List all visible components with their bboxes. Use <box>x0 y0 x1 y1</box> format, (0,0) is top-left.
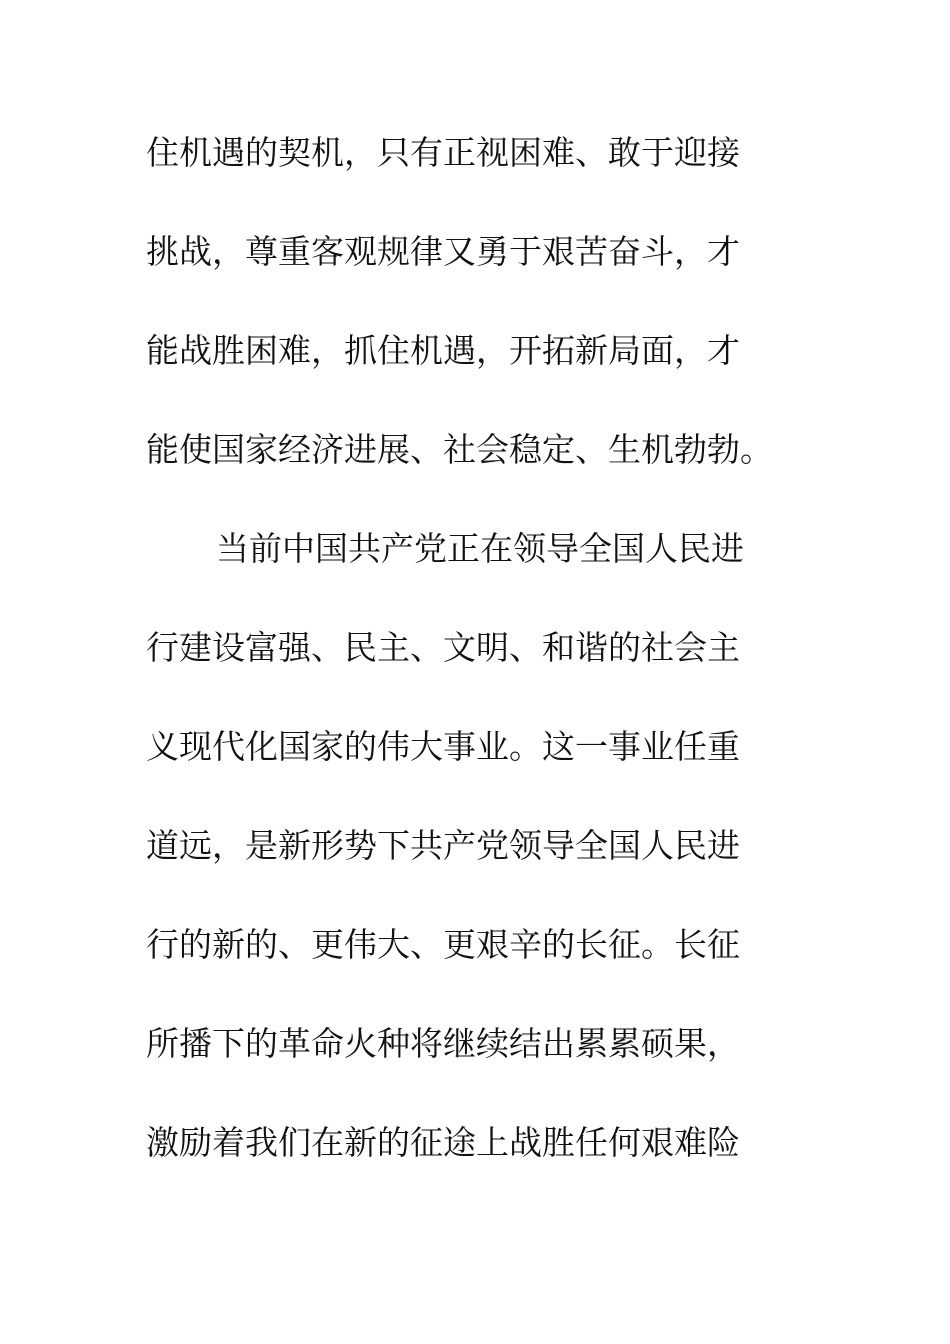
text-line: 所播下的革命火种将继续结出累累硕果， <box>146 1024 740 1063</box>
text-line: 能战胜困难，抓住机遇，开拓新局面，才 <box>146 331 740 370</box>
text-line: 住机遇的契机，只有正视困难、敢于迎接 <box>146 133 740 172</box>
text-line: 激励着我们在新的征途上战胜任何艰难险 <box>146 1123 740 1162</box>
text-line: 行建设富强、民主、文明、和谐的社会主 <box>146 628 740 667</box>
text-line: 道远，是新形势下共产党领导全国人民进 <box>146 826 740 865</box>
text-line: 能使国家经济进展、社会稳定、生机勃勃。 <box>146 430 773 469</box>
body-text <box>146 122 786 1211</box>
text-line: 义现代化国家的伟大事业。这一事业任重 <box>146 727 740 766</box>
text-line: 挑战，尊重客观规律又勇于艰苦奋斗，才 <box>146 232 740 271</box>
paragraph-start-line: 当前中国共产党正在领导全国人民进 <box>216 529 744 568</box>
text-line: 行的新的、更伟大、更艰辛的长征。长征 <box>146 925 740 964</box>
